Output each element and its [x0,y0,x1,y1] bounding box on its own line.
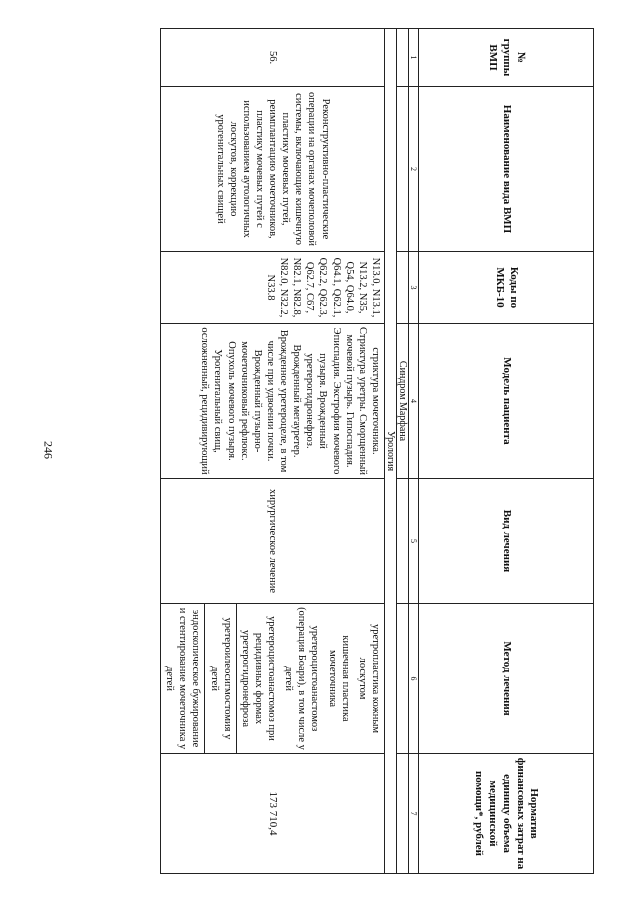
cost-norm: 173 710,4 [161,754,385,874]
column-index: 6 [409,604,419,754]
group-number: 56. [161,29,385,87]
header-group-number: № группы ВМП [419,29,594,87]
icd-codes: N13.0, N13.1, N13.2, N35, Q54, Q64.0, Q64.1, Q62.1, Q62.2, Q62.3, Q62.7, C67, N82.1, N82.8, N82.0, N32.2, N33.8 [161,252,385,324]
vmp-table [160,28,594,874]
header-row [419,29,594,874]
vmp-name: Реконструктивно-пластические операции на органах мочеполовой системы, включающие кишечную пластику мочевых путей, реимплантацию мочеточников, пластику мочевых путей с использованием аутологичных лоскутов, коррекцию урогенитальных свищей [161,87,385,252]
header-patient-model: Модель пациента [419,324,594,479]
page-number: 246 [41,441,56,459]
method-item: уретероцистоанастомоз при рецидивных формах уретерогидронефроза [239,616,278,741]
section-row [385,29,397,874]
rotated-table-sheet [164,28,594,873]
method-item: эндоскопическое бужирование и стентирование мочеточника у детей [161,604,205,753]
header-treatment-kind: Вид лечения [419,479,594,604]
header-treatment-method: Метод лечения [419,604,594,754]
treatment-kind: хирургическое лечение [161,479,385,604]
column-index: 2 [409,87,419,252]
method-item: уретероцистоанастомоз (операция Боари), в том числе у детей [283,607,321,750]
column-index: 1 [409,29,419,87]
header-icd-codes: Коды по МКБ-10 [419,252,594,324]
patient-model: стриктура мочеточника. Стриктура уретры. Сморщенный мочевой пузырь. Гипоспадия. Эписпадия. Экстрофия мочевого пузыря. Врожденный уретерогидронефроз. Врожденный мегауретер. Врожденное уретероцеле, в том числе при удвоении почки. Врожденный пузырно-мочеточниковый рефлюкс. Опухоль мочевого пузыря. Урогенитальный свищ, осложненный, рецидивирующий [161,324,385,479]
method-item: уретропластика кожным лоскутом [356,623,381,734]
previous-section-tail-row [397,29,409,874]
method-list [161,604,384,753]
column-index: 4 [409,324,419,479]
previous-section-tail: Синдром Марфана [397,324,409,479]
method-item: кишечная пластика мочеточника [326,635,351,722]
section-title: Урология [385,29,397,874]
treatment-methods [161,604,385,754]
header-cost-norm: Норматив финансовых затрат на единицу объема медицинской помощи*, рублей [419,754,594,874]
column-index: 7 [409,754,419,874]
header-vmp-name: Наименование вида ВМП [419,87,594,252]
column-index: 5 [409,479,419,604]
method-item: уретероилеосигмостомия у детей [206,604,237,753]
column-index: 3 [409,252,419,324]
table-row [161,29,385,874]
column-index-row [409,29,419,874]
